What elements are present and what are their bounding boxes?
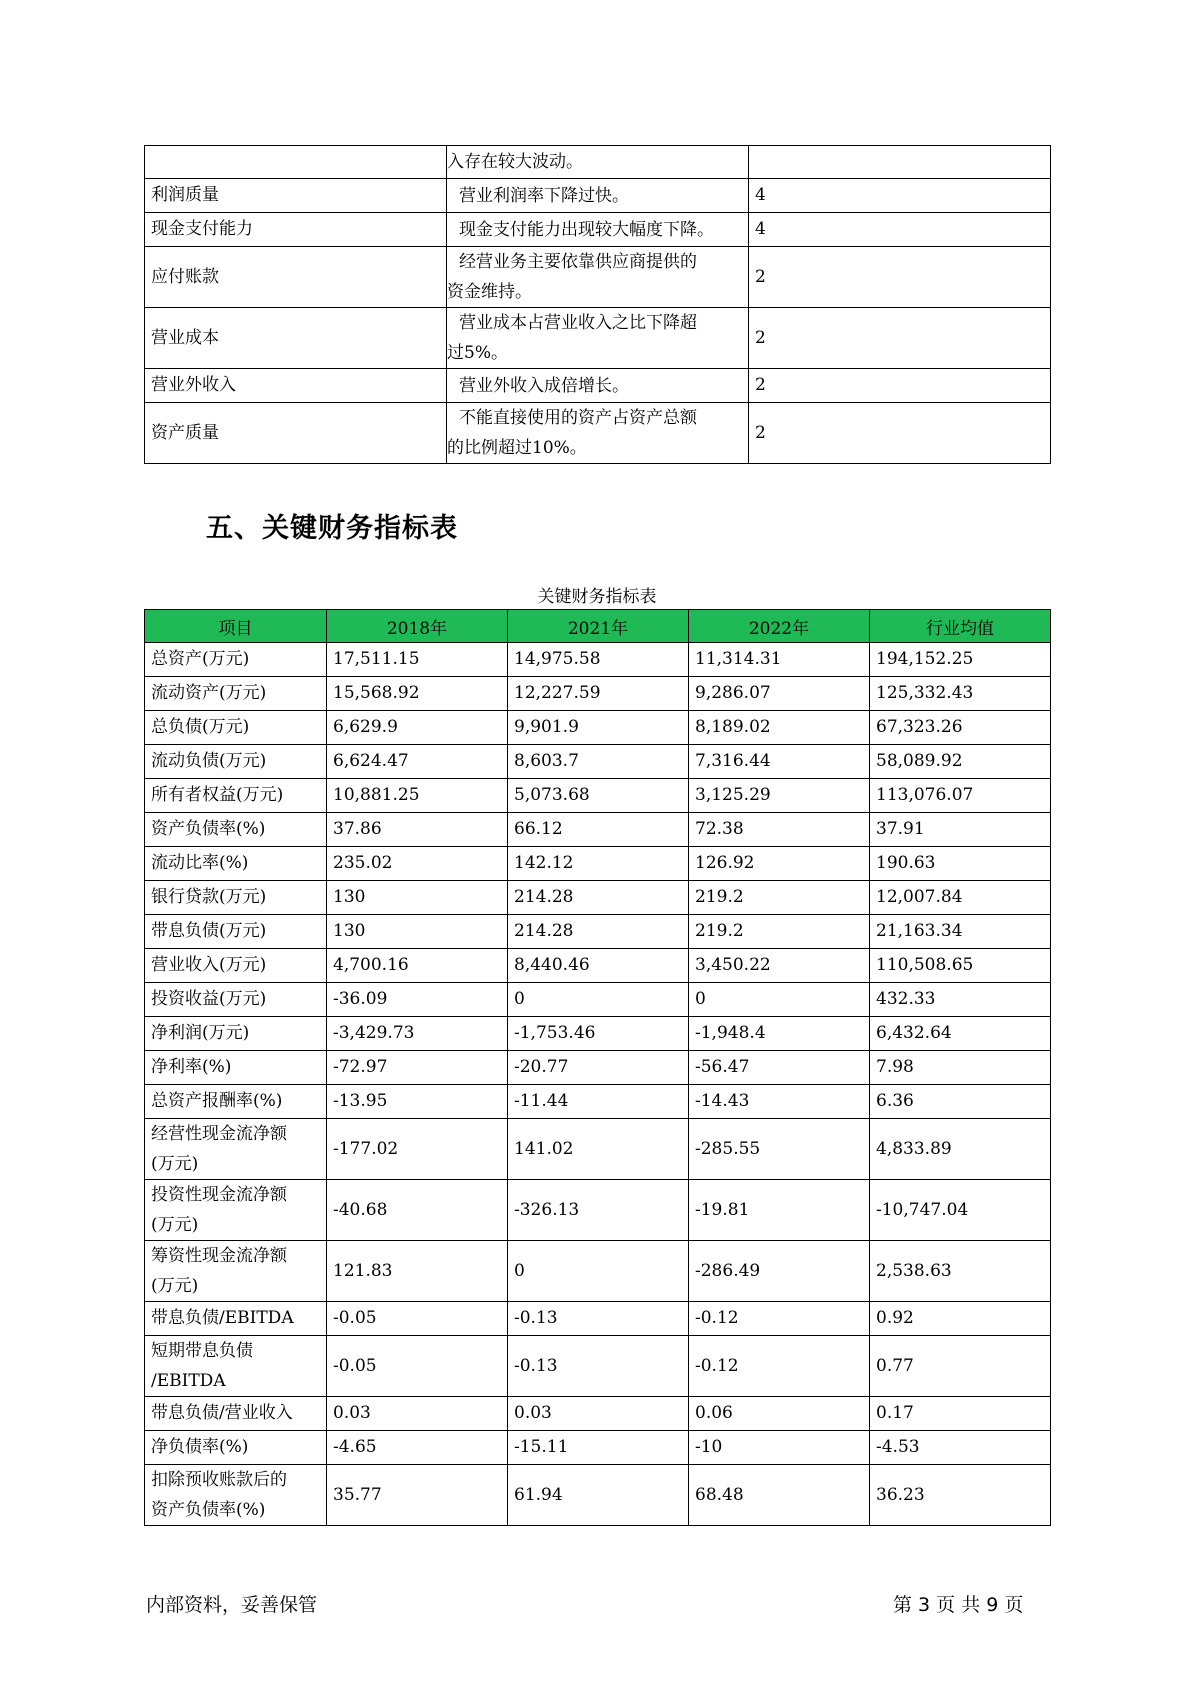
table-row: [145, 1017, 1051, 1051]
table-cell: 0.77: [870, 1336, 1051, 1397]
table-row: [145, 813, 1051, 847]
table-row: [145, 1051, 1051, 1085]
table-row: [145, 179, 1051, 213]
table-row: [145, 949, 1051, 983]
table-cell: 4,833.89: [870, 1119, 1051, 1180]
table-cell: 10,881.25: [327, 779, 508, 813]
risk-item: [145, 146, 447, 179]
row-label: 净负债率(%): [145, 1431, 327, 1465]
risk-score: 2: [749, 308, 1051, 369]
table-row: [145, 369, 1051, 403]
table-cell: 17,511.15: [327, 643, 508, 677]
table-cell: 6,624.47: [327, 745, 508, 779]
row-label: 带息负债/营业收入: [145, 1397, 327, 1431]
table-cell: -285.55: [689, 1119, 870, 1180]
table-cell: -13.95: [327, 1085, 508, 1119]
table-cell: -10: [689, 1431, 870, 1465]
risk-score: 4: [749, 213, 1051, 247]
risk-item: 现金支付能力: [145, 213, 447, 247]
table-row: [145, 1397, 1051, 1431]
table-cell: 7.98: [870, 1051, 1051, 1085]
row-label: 流动比率(%): [145, 847, 327, 881]
table-cell: 6,629.9: [327, 711, 508, 745]
table-cell: -19.81: [689, 1180, 870, 1241]
table-cell: 214.28: [508, 881, 689, 915]
table-cell: 3,450.22: [689, 949, 870, 983]
table-cell: 214.28: [508, 915, 689, 949]
risk-desc: 营业成本占营业收入之比下降超 过5%。: [447, 308, 749, 369]
row-label: 所有者权益(万元): [145, 779, 327, 813]
table-row: [145, 213, 1051, 247]
row-label: 总负债(万元): [145, 711, 327, 745]
risk-desc: 营业利润率下降过快。: [447, 179, 749, 213]
table-row: [145, 1241, 1051, 1302]
table-row: [145, 915, 1051, 949]
table-cell: -1,948.4: [689, 1017, 870, 1051]
risk-desc: 经营业务主要依靠供应商提供的 资金维持。: [447, 247, 749, 308]
table-cell: 15,568.92: [327, 677, 508, 711]
row-label: 流动负债(万元): [145, 745, 327, 779]
table-cell: 12,227.59: [508, 677, 689, 711]
table-cell: -4.53: [870, 1431, 1051, 1465]
table-row: [145, 881, 1051, 915]
table-cell: 21,163.34: [870, 915, 1051, 949]
row-label: 净利率(%): [145, 1051, 327, 1085]
table-header-row: [145, 610, 1051, 643]
table-cell: 5,073.68: [508, 779, 689, 813]
table-cell: -40.68: [327, 1180, 508, 1241]
table-caption: 关键财务指标表: [537, 587, 657, 607]
table-cell: 4,700.16: [327, 949, 508, 983]
column-header: 项目: [145, 610, 327, 643]
table-row: [145, 1085, 1051, 1119]
table-cell: 0.06: [689, 1397, 870, 1431]
column-header: 2021年: [508, 610, 689, 643]
table-cell: 2,538.63: [870, 1241, 1051, 1302]
table-cell: -0.05: [327, 1336, 508, 1397]
row-label: 短期带息负债 /EBITDA: [145, 1336, 327, 1397]
table-row: [145, 711, 1051, 745]
table-cell: 8,603.7: [508, 745, 689, 779]
table-cell: -326.13: [508, 1180, 689, 1241]
table-cell: 130: [327, 915, 508, 949]
table-row: [145, 403, 1051, 464]
table-cell: 0: [508, 1241, 689, 1302]
table-cell: 0: [508, 983, 689, 1017]
table-row: [145, 1302, 1051, 1336]
table-cell: -11.44: [508, 1085, 689, 1119]
table-cell: 235.02: [327, 847, 508, 881]
table-cell: -3,429.73: [327, 1017, 508, 1051]
table-cell: -0.13: [508, 1302, 689, 1336]
row-label: 银行贷款(万元): [145, 881, 327, 915]
table-cell: 141.02: [508, 1119, 689, 1180]
table-cell: 130: [327, 881, 508, 915]
table-cell: -4.65: [327, 1431, 508, 1465]
table-cell: 142.12: [508, 847, 689, 881]
table-cell: 9,901.9: [508, 711, 689, 745]
table-cell: 194,152.25: [870, 643, 1051, 677]
table-cell: 121.83: [327, 1241, 508, 1302]
table-cell: 0.92: [870, 1302, 1051, 1336]
table-cell: -286.49: [689, 1241, 870, 1302]
table-cell: 37.86: [327, 813, 508, 847]
section-title: 五、关键财务指标表: [206, 513, 458, 544]
table-cell: 11,314.31: [689, 643, 870, 677]
table-cell: 0: [689, 983, 870, 1017]
table-cell: 219.2: [689, 881, 870, 915]
row-label: 投资性现金流净额 (万元): [145, 1180, 327, 1241]
table-cell: 3,125.29: [689, 779, 870, 813]
table-cell: 72.38: [689, 813, 870, 847]
table-row: [145, 779, 1051, 813]
table-cell: -20.77: [508, 1051, 689, 1085]
table-cell: 9,286.07: [689, 677, 870, 711]
risk-score: 2: [749, 247, 1051, 308]
table-cell: -36.09: [327, 983, 508, 1017]
risk-desc: 现金支付能力出现较大幅度下降。: [447, 213, 749, 247]
table-cell: -0.12: [689, 1302, 870, 1336]
table-cell: 67,323.26: [870, 711, 1051, 745]
table-cell: 36.23: [870, 1465, 1051, 1526]
table-cell: 432.33: [870, 983, 1051, 1017]
table-cell: 8,189.02: [689, 711, 870, 745]
row-label: 总资产(万元): [145, 643, 327, 677]
risk-score: 4: [749, 179, 1051, 213]
risk-indicator-table: [144, 145, 1051, 464]
table-row: [145, 677, 1051, 711]
row-label: 资产负债率(%): [145, 813, 327, 847]
table-cell: 190.63: [870, 847, 1051, 881]
risk-desc: 不能直接使用的资产占资产总额 的比例超过10%。: [447, 403, 749, 464]
row-label: 筹资性现金流净额 (万元): [145, 1241, 327, 1302]
column-header: 2022年: [689, 610, 870, 643]
row-label: 带息负债/EBITDA: [145, 1302, 327, 1336]
table-cell: 126.92: [689, 847, 870, 881]
risk-item: 营业外收入: [145, 369, 447, 403]
risk-score: 2: [749, 369, 1051, 403]
table-cell: -56.47: [689, 1051, 870, 1085]
risk-score: 2: [749, 403, 1051, 464]
table-cell: 7,316.44: [689, 745, 870, 779]
table-row: [145, 308, 1051, 369]
table-cell: -0.05: [327, 1302, 508, 1336]
row-label: 投资收益(万元): [145, 983, 327, 1017]
table-row: [145, 847, 1051, 881]
table-row: [145, 1465, 1051, 1526]
table-row: [145, 1180, 1051, 1241]
row-label: 总资产报酬率(%): [145, 1085, 327, 1119]
table-cell: -177.02: [327, 1119, 508, 1180]
table-cell: -1,753.46: [508, 1017, 689, 1051]
table-cell: 113,076.07: [870, 779, 1051, 813]
row-label: 带息负债(万元): [145, 915, 327, 949]
table-cell: 0.17: [870, 1397, 1051, 1431]
table-cell: -72.97: [327, 1051, 508, 1085]
table-cell: 35.77: [327, 1465, 508, 1526]
table-cell: 58,089.92: [870, 745, 1051, 779]
table-row: [145, 1336, 1051, 1397]
page-number: 第 3 页 共 9 页: [893, 1594, 1024, 1616]
table-cell: 6,432.64: [870, 1017, 1051, 1051]
table-cell: -0.13: [508, 1336, 689, 1397]
row-label: 净利润(万元): [145, 1017, 327, 1051]
row-label: 经营性现金流净额 (万元): [145, 1119, 327, 1180]
risk-item: 资产质量: [145, 403, 447, 464]
row-label: 流动资产(万元): [145, 677, 327, 711]
table-cell: 61.94: [508, 1465, 689, 1526]
table-cell: 219.2: [689, 915, 870, 949]
table-body: [145, 643, 1051, 1526]
table-row: [145, 1431, 1051, 1465]
table-cell: 110,508.65: [870, 949, 1051, 983]
risk-desc: 营业外收入成倍增长。: [447, 369, 749, 403]
table-cell: 37.91: [870, 813, 1051, 847]
table-row: [145, 983, 1051, 1017]
table-cell: 0.03: [508, 1397, 689, 1431]
table-cell: -10,747.04: [870, 1180, 1051, 1241]
table-row: [145, 1119, 1051, 1180]
table-cell: 125,332.43: [870, 677, 1051, 711]
table-row: [145, 643, 1051, 677]
financial-indicators-table: [144, 609, 1051, 1526]
table-cell: 8,440.46: [508, 949, 689, 983]
risk-item: 应付账款: [145, 247, 447, 308]
table-row: [145, 745, 1051, 779]
risk-item: 利润质量: [145, 179, 447, 213]
table-cell: 12,007.84: [870, 881, 1051, 915]
table-row: [145, 247, 1051, 308]
risk-item: 营业成本: [145, 308, 447, 369]
table-cell: 66.12: [508, 813, 689, 847]
table-cell: 14,975.58: [508, 643, 689, 677]
table-cell: -15.11: [508, 1431, 689, 1465]
table-cell: 68.48: [689, 1465, 870, 1526]
table-cell: 6.36: [870, 1085, 1051, 1119]
risk-desc: 入存在较大波动。: [447, 146, 749, 179]
row-label: 营业收入(万元): [145, 949, 327, 983]
row-label: 扣除预收账款后的 资产负债率(%): [145, 1465, 327, 1526]
table-cell: 0.03: [327, 1397, 508, 1431]
footer-confidential-note: 内部资料，妥善保管: [146, 1594, 318, 1616]
table-cell: -14.43: [689, 1085, 870, 1119]
table-row: [145, 146, 1051, 179]
risk-score: [749, 146, 1051, 179]
table-cell: -0.12: [689, 1336, 870, 1397]
column-header: 2018年: [327, 610, 508, 643]
column-header: 行业均值: [870, 610, 1051, 643]
